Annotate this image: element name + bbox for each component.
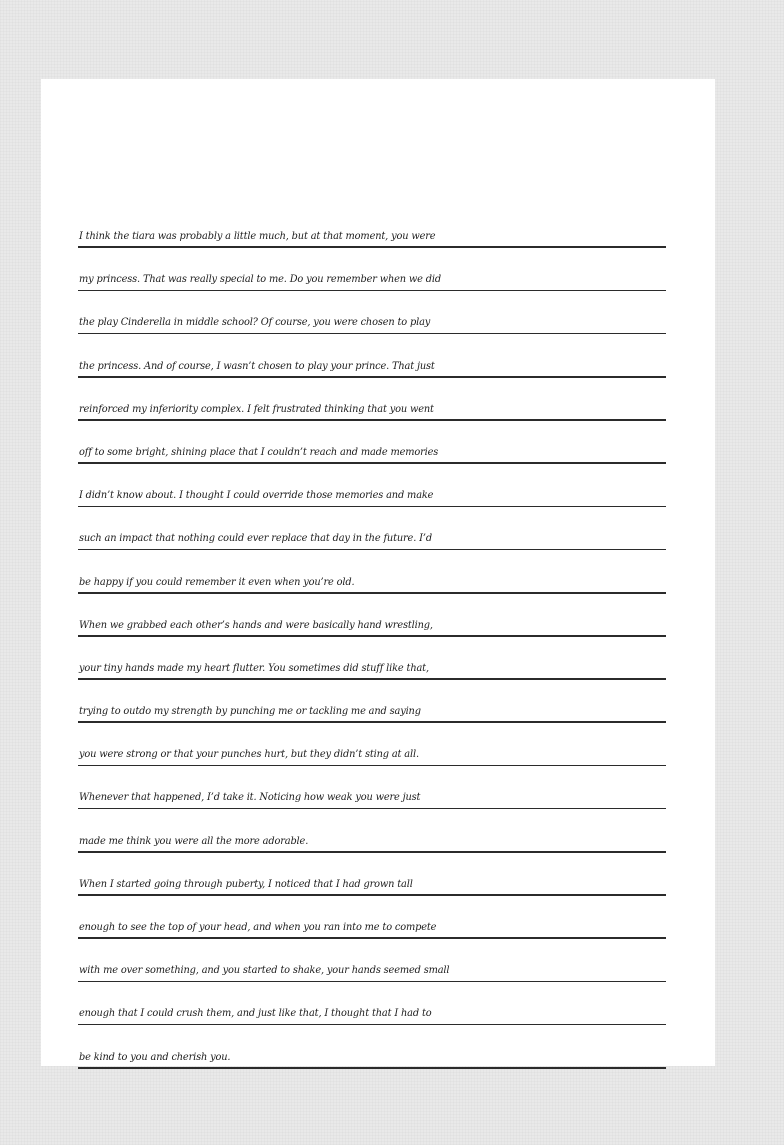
line-text: my princess. That was really special to me. Do you remember when we did bbox=[79, 274, 442, 286]
line-text: enough to see the top of your head, and when you ran into me to compete bbox=[79, 922, 437, 933]
line-text: with me over something, and you started to shake, your hands seemed small bbox=[79, 965, 450, 977]
ruled-line bbox=[78, 334, 666, 377]
line-text: be kind to you and cherish you. bbox=[79, 1051, 231, 1063]
ruled-line bbox=[78, 809, 666, 852]
ruled-line bbox=[78, 939, 666, 982]
ruled-line bbox=[78, 291, 666, 334]
line-text: your tiny hands made my heart flutter. You sometimes did stuff like that, bbox=[79, 662, 429, 674]
ruled-line bbox=[78, 421, 666, 464]
line-text: trying to outdo my strength by punching me or tackling me and saying bbox=[79, 706, 421, 718]
line-text: be happy if you could remember it even when you’re old. bbox=[79, 576, 355, 588]
line-text: Whenever that happened, I’d take it. Noticing how weak you were just bbox=[79, 792, 421, 804]
ruled-line bbox=[78, 766, 666, 809]
line-text: I didn’t know about. I thought I could override those memories and make bbox=[79, 490, 434, 502]
ruled-line bbox=[78, 594, 666, 637]
line-text: When we grabbed each other’s hands and were basically hand wrestling, bbox=[79, 619, 433, 631]
line-text: enough that I could crush them, and just like that, I thought that I had to bbox=[79, 1008, 432, 1020]
line-text: you were strong or that your punches hurt, but they didn’t sting at all. bbox=[79, 749, 419, 761]
line-text: made me think you were all the more adorable. bbox=[79, 835, 309, 847]
line-text: such an impact that nothing could ever replace that day in the future. I’d bbox=[79, 533, 432, 545]
ruled-line bbox=[78, 680, 666, 723]
letter-page bbox=[41, 79, 715, 1066]
ruled-line bbox=[78, 1025, 666, 1068]
ruled-lines bbox=[78, 212, 666, 1069]
line-text: reinforced my inferiority complex. I felt frustrated thinking that you went bbox=[79, 403, 434, 415]
ruled-line bbox=[78, 464, 666, 507]
ruled-line bbox=[78, 853, 666, 896]
ruled-line bbox=[78, 507, 666, 550]
line-text: the princess. And of course, I wasn’t chosen to play your prince. That just bbox=[79, 360, 435, 372]
ruled-line bbox=[78, 637, 666, 680]
ruled-line bbox=[78, 550, 666, 593]
ruled-line bbox=[78, 212, 666, 248]
line-text: I think the tiara was probably a little much, but at that moment, you were bbox=[79, 231, 436, 242]
ruled-line bbox=[78, 723, 666, 766]
ruled-line bbox=[78, 248, 666, 291]
line-text: the play Cinderella in middle school? Of course, you were chosen to play bbox=[79, 317, 431, 329]
ruled-line bbox=[78, 378, 666, 421]
line-text: When I started going through puberty, I noticed that I had grown tall bbox=[79, 878, 413, 890]
line-text: off to some bright, shining place that I couldn’t reach and made memories bbox=[79, 446, 439, 458]
ruled-line bbox=[78, 896, 666, 939]
ruled-line bbox=[78, 982, 666, 1025]
